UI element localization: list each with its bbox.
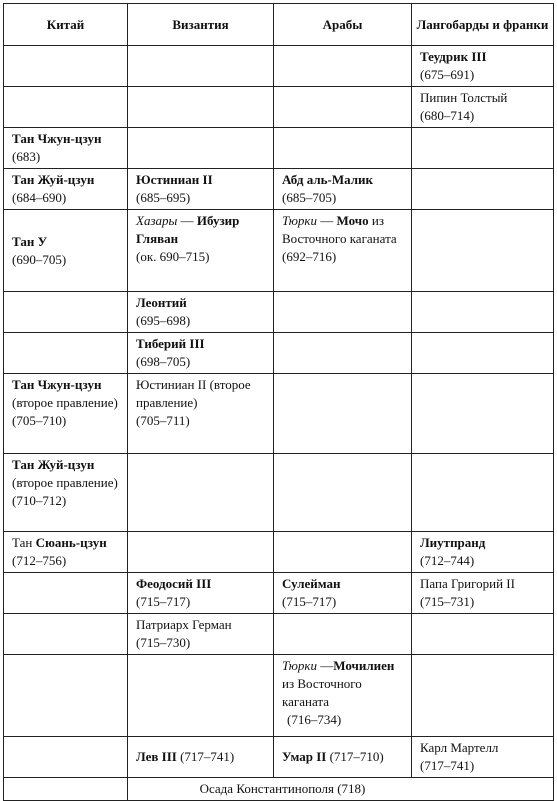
ruler-name: Патриарх Герман bbox=[136, 617, 232, 632]
ruler-years: (680–714) bbox=[420, 108, 475, 123]
ruler-name: Юстиниан II (второе правление) bbox=[136, 377, 251, 410]
cell-byzantium bbox=[128, 614, 274, 655]
ruler-name: Абд аль-Малик bbox=[282, 172, 373, 187]
ruler-name: Феодосий III bbox=[136, 576, 212, 591]
table-row bbox=[4, 292, 554, 333]
ruler-name: Леонтий bbox=[136, 295, 187, 310]
ruler-name: Тан У bbox=[12, 233, 48, 249]
ruler-years: (685–705) bbox=[282, 190, 337, 205]
ruler-years: (715–717) bbox=[136, 594, 191, 609]
ruler-years: (692–716) bbox=[282, 249, 337, 264]
table-row bbox=[4, 614, 554, 655]
ruler-years: (690–705) bbox=[12, 251, 67, 267]
ruler-years: (705–711) bbox=[136, 413, 190, 428]
cell-arabs bbox=[274, 169, 412, 210]
ruler-years: (683) bbox=[12, 149, 41, 164]
people-label: Хазары bbox=[136, 213, 178, 228]
table-row bbox=[4, 210, 554, 292]
rulers-table bbox=[3, 3, 554, 801]
ruler-years: (712–744) bbox=[420, 553, 475, 568]
ruler-name: Лиутпранд bbox=[420, 535, 486, 550]
header-lombards-franks: Лангобарды и франки bbox=[412, 4, 554, 46]
ruler-years: (ок. 690–715) bbox=[136, 249, 210, 264]
ruler-years: (705–710) bbox=[12, 413, 67, 428]
ruler-years: (710–712) bbox=[12, 493, 67, 508]
ruler-name: Умар II bbox=[282, 749, 327, 764]
cell-china bbox=[4, 128, 128, 169]
cell-lf bbox=[412, 532, 554, 573]
cell-arabs bbox=[274, 573, 412, 614]
cell-byzantium bbox=[128, 374, 274, 454]
table-row bbox=[4, 46, 554, 87]
header-china: Китай bbox=[4, 4, 128, 46]
ruler-name: Мочо bbox=[336, 213, 369, 228]
ruler-name: Папа Григорий II bbox=[420, 576, 515, 591]
people-label: Тюрки bbox=[282, 658, 318, 673]
table-row bbox=[4, 655, 554, 737]
ruler-years: (717–710) bbox=[329, 749, 384, 764]
ruler-name: Тан Жуй-цзун bbox=[12, 457, 95, 472]
cell-byzantium bbox=[128, 169, 274, 210]
cell-byzantium bbox=[128, 737, 274, 778]
header-byzantium: Византия bbox=[128, 4, 274, 46]
cell-byzantium bbox=[128, 333, 274, 374]
header-row bbox=[4, 4, 554, 46]
cell-lf bbox=[412, 87, 554, 128]
cell-china: Тан Чжун-цзун (второе правление) (705–710) bbox=[4, 374, 128, 454]
header-arabs: Арабы bbox=[274, 4, 412, 46]
footer-row bbox=[4, 778, 554, 801]
cell-china bbox=[4, 210, 128, 292]
ruler-years: (698–705) bbox=[136, 354, 191, 369]
cell-lf bbox=[412, 46, 554, 87]
ruler-name: Карл Мартелл bbox=[420, 740, 499, 755]
table-row bbox=[4, 374, 554, 454]
cell-arabs: Тюрки —Мочилиен из Восточного каганата (716–734) bbox=[274, 655, 412, 737]
table-row bbox=[4, 737, 554, 778]
ruler-years: (712–756) bbox=[12, 553, 67, 568]
cell-arabs bbox=[274, 737, 412, 778]
ruler-years: (715–730) bbox=[136, 635, 191, 650]
cell-china: Тан Сюань-цзун (712–756) bbox=[4, 532, 128, 573]
ruler-years: (715–731) bbox=[420, 594, 475, 609]
cell-byzantium: Хазары — Ибузир Гляван (ок. 690–715) bbox=[128, 210, 274, 292]
table-row bbox=[4, 454, 554, 532]
ruler-years: (685–695) bbox=[136, 190, 191, 205]
cell-arabs: Тюрки — Мочо из Восточного каганата (692–716) bbox=[274, 210, 412, 292]
ruler-years: (675–691) bbox=[420, 67, 475, 82]
cell-china bbox=[4, 169, 128, 210]
ruler-name: Ибузир Гляван bbox=[136, 213, 240, 246]
ruler-years: (717–741) bbox=[420, 758, 475, 773]
table-row bbox=[4, 128, 554, 169]
ruler-name: Тан Жуй-цзун bbox=[12, 172, 95, 187]
cell-china: Тан Жуй-цзун (второе правление) (710–712) bbox=[4, 454, 128, 532]
cell-lf bbox=[412, 573, 554, 614]
table-row bbox=[4, 573, 554, 614]
ruler-name: Пипин Толстый bbox=[420, 90, 508, 105]
table-row bbox=[4, 532, 554, 573]
siege-note: Осада Константинополя (718) bbox=[128, 778, 554, 801]
ruler-years: (717–741) bbox=[180, 749, 235, 764]
ruler-name: Мочилиен bbox=[333, 658, 395, 673]
ruler-years: (684–690) bbox=[12, 190, 67, 205]
people-label: Тюрки bbox=[282, 213, 318, 228]
ruler-name: Тиберий III bbox=[136, 336, 205, 351]
ruler-name: Сулейман bbox=[282, 576, 341, 591]
cell-byzantium bbox=[128, 292, 274, 333]
ruler-name: Лев III bbox=[136, 749, 177, 764]
cell-byzantium bbox=[128, 573, 274, 614]
ruler-years: (716–734) bbox=[287, 712, 342, 727]
ruler-name: Юстиниан II bbox=[136, 172, 213, 187]
ruler-name: Теудрик III bbox=[420, 49, 487, 64]
ruler-name: Сюань-цзун bbox=[35, 535, 107, 550]
ruler-years: (695–698) bbox=[136, 313, 191, 328]
ruler-name: Тан Чжун-цзун bbox=[12, 377, 102, 392]
table-row bbox=[4, 169, 554, 210]
ruler-name: Тан Чжун-цзун bbox=[12, 131, 102, 146]
table-row bbox=[4, 333, 554, 374]
ruler-years: (715–717) bbox=[282, 594, 337, 609]
table-row bbox=[4, 87, 554, 128]
cell-lf bbox=[412, 737, 554, 778]
